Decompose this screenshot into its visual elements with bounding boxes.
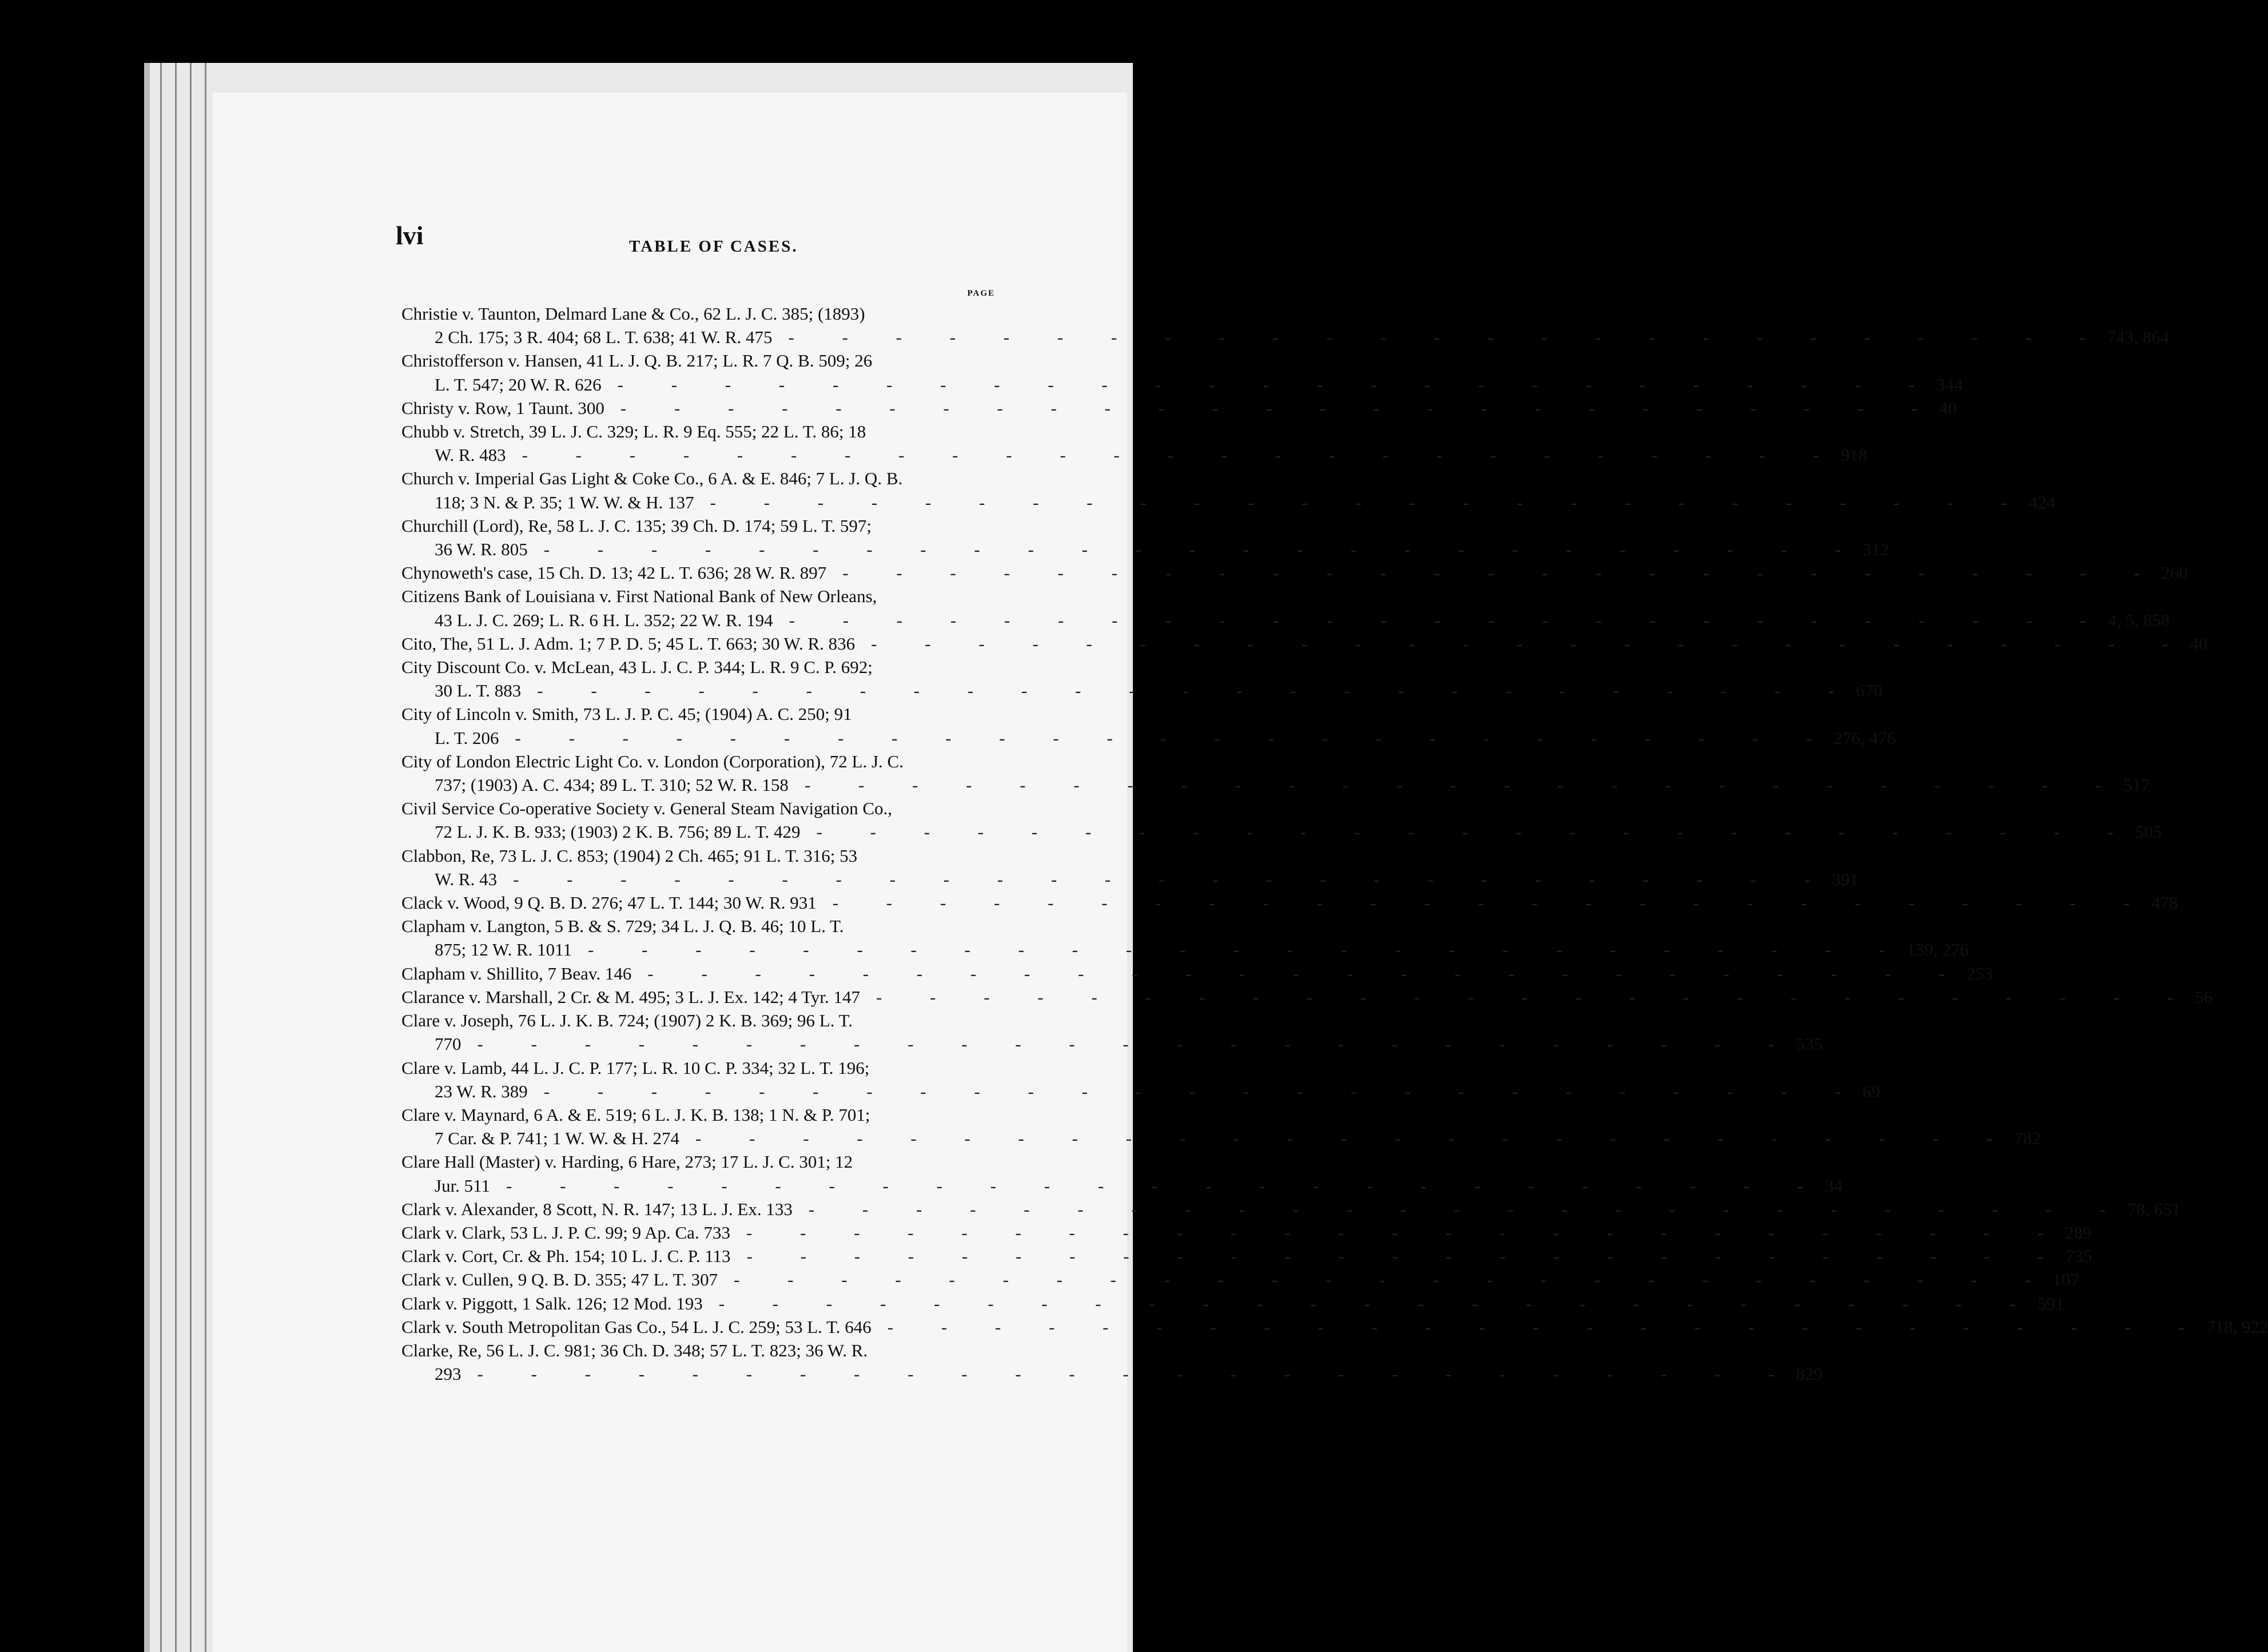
case-entry — [401, 396, 1957, 420]
citation-text: Clare Hall (Master) v. Harding, 6 Hare, 273; 17 L. J. C. 301; 12 — [401, 1152, 853, 1172]
case-entry — [401, 1009, 1823, 1056]
citation-text: W. R. 43 — [435, 869, 498, 889]
citation-text: Civil Service Co-operative Society v. General Steam Navigation Co., — [401, 798, 893, 819]
dot-leader: - - - - - - - - - - - - - - - - - - - - - - - - - — [522, 445, 1841, 465]
case-citation-continuation — [401, 1362, 1823, 1386]
case-entry — [401, 302, 2170, 349]
dot-leader: - - - - - - - - - - - - - - - - - - - - - - - - - — [620, 397, 1940, 418]
case-citation-line — [401, 1221, 2092, 1244]
page-reference: 40 — [1939, 397, 1957, 418]
case-entry — [401, 655, 1883, 702]
page-column-label: PAGE — [967, 289, 995, 298]
dot-leader: - - - - - - - - - - - - - - - - - - - - - - - - - — [804, 775, 2123, 795]
citation-text: 23 W. R. 389 — [435, 1081, 528, 1101]
page-reference: 735 — [2065, 1246, 2092, 1267]
citation-text: Clark v. Cort, Cr. & Ph. 154; 10 L. J. C. P. 113 — [401, 1246, 731, 1267]
citation-text: Clare v. Maynard, 6 A. & E. 519; 6 L. J. K. B. 138; 1 N. & P. 701; — [401, 1104, 870, 1125]
dot-leader: - - - - - - - - - - - - - - - - - - - - - - - - - — [887, 1316, 2206, 1337]
citation-text: 2 Ch. 175; 3 R. 404; 68 L. T. 638; 41 W. R. 475 — [435, 327, 773, 348]
case-citation-continuation — [401, 608, 2170, 632]
page-reference: 69 — [1862, 1081, 1880, 1101]
citation-text: Clark v. Piggott, 1 Salk. 126; 12 Mod. 193 — [401, 1293, 703, 1313]
case-citation-continuation — [401, 325, 2170, 349]
citation-text: W. R. 483 — [435, 445, 506, 465]
page-reference: 56 — [2195, 986, 2213, 1007]
citation-text: L. T. 547; 20 W. R. 626 — [435, 374, 602, 395]
case-citation-line — [401, 962, 1993, 985]
case-citation-line — [401, 1292, 2064, 1315]
case-citation-continuation — [401, 1174, 1843, 1197]
citation-text: Jur. 511 — [435, 1175, 491, 1196]
dot-leader: - - - - - - - - - - - - - - - - - - - - - - - - - — [515, 727, 1834, 748]
citation-text: Clark v. Cullen, 9 Q. B. D. 355; 47 L. T. 307 — [401, 1269, 718, 1290]
dot-leader: - - - - - - - - - - - - - - - - - - - - - - - - - — [871, 633, 2190, 654]
citation-text: L. T. 206 — [435, 727, 499, 748]
case-citation-continuation — [401, 679, 1883, 702]
citation-text: Clare v. Lamb, 44 L. J. C. P. 177; L. R. 10 C. P. 334; 32 L. T. 196; — [401, 1057, 870, 1078]
citation-text: 118; 3 N. & P. 35; 1 W. W. & H. 137 — [435, 492, 694, 512]
case-citation-line — [401, 1268, 2079, 1291]
dot-leader: - - - - - - - - - - - - - - - - - - - - - - - - - — [477, 1034, 1796, 1054]
page-reference: 139, 276 — [1907, 940, 1969, 960]
case-entry — [401, 1056, 1880, 1103]
page-edge-line — [205, 63, 206, 1652]
case-citation-continuation — [401, 1080, 1880, 1103]
dot-leader: - - - - - - - - - - - - - - - - - - - - - - - - - — [816, 822, 2135, 842]
case-citation-line — [401, 750, 1030, 773]
dot-leader: - - - - - - - - - - - - - - - - - - - - - - - - - — [832, 893, 2151, 913]
case-citation-line — [401, 1103, 1030, 1126]
case-entry — [401, 985, 2213, 1009]
dot-leader: - - - - - - - - - - - - - - - - - - - - - - - - - — [537, 680, 1856, 701]
case-table — [401, 302, 2268, 1386]
citation-text: Clare v. Joseph, 76 L. J. K. B. 724; (1907) 2 K. B. 369; 96 L. T. — [401, 1010, 853, 1031]
page-reference: 591 — [2037, 1293, 2064, 1313]
citation-text: Clarke, Re, 56 L. J. C. 981; 36 Ch. D. 348; 57 L. T. 823; 36 W. R. — [401, 1340, 868, 1360]
page-reference: 535 — [1796, 1034, 1823, 1054]
case-entry — [401, 844, 1859, 891]
dot-leader: - - - - - - - - - - - - - - - - - - - - - - - - - — [506, 1175, 1825, 1196]
page-reference: 918 — [1840, 445, 1868, 465]
case-entry — [401, 1315, 2268, 1339]
page-reference: 829 — [1796, 1364, 1823, 1384]
case-citation-line — [401, 349, 1030, 372]
case-citation-line — [401, 797, 1030, 820]
case-citation-continuation — [401, 1126, 2041, 1150]
dot-leader: - - - - - - - - - - - - - - - - - - - - - - - - - — [588, 940, 1907, 960]
page-reference: 517 — [2123, 775, 2150, 795]
case-citation-continuation — [401, 938, 1969, 961]
case-entry — [401, 420, 1868, 467]
dot-leader: - - - - - - - - - - - - - - - - - - - - - - - - - — [695, 1128, 2015, 1149]
case-citation-continuation — [401, 773, 2150, 797]
case-entry — [401, 1292, 2064, 1315]
case-citation-line — [401, 1315, 2268, 1339]
case-entry — [401, 1221, 2092, 1244]
citation-text: 72 L. J. K. B. 933; (1903) 2 K. B. 756; 89 L. T. 429 — [435, 822, 801, 842]
citation-text: Clarance v. Marshall, 2 Cr. & M. 495; 3 L. J. Ex. 142; 4 Tyr. 147 — [401, 986, 861, 1007]
case-citation-line — [401, 985, 2213, 1009]
case-entry — [401, 1150, 1843, 1197]
page-reference: 40 — [2190, 633, 2208, 654]
dot-leader: - - - - - - - - - - - - - - - - - - - - - - - - - — [543, 539, 1863, 560]
citation-text: Clack v. Wood, 9 Q. B. D. 276; 47 L. T. 144; 30 W. R. 931 — [401, 893, 817, 913]
case-citation-line — [401, 467, 1030, 490]
citation-text: Clabbon, Re, 73 L. J. C. 853; (1904) 2 Ch. 465; 91 L. T. 316; 53 — [401, 845, 858, 866]
case-entry — [401, 584, 2170, 631]
case-citation-line — [401, 514, 1030, 538]
case-entry — [401, 891, 2178, 914]
case-citation-continuation — [401, 373, 1963, 396]
citation-text: Clark v. South Metropolitan Gas Co., 54 L. J. C. 259; 53 L. T. 646 — [401, 1316, 872, 1337]
case-citation-line — [401, 891, 2178, 914]
case-entry — [401, 797, 2162, 843]
citation-text: Chynoweth's case, 15 Ch. D. 13; 42 L. T. 636; 28 W. R. 897 — [401, 563, 827, 583]
case-citation-line — [401, 1339, 1030, 1362]
case-citation-line — [401, 561, 2188, 584]
case-citation-line — [401, 1056, 1030, 1080]
citation-text: 43 L. J. C. 269; L. R. 6 H. L. 352; 22 W. R. 194 — [435, 610, 773, 630]
page-reference: 4, 5, 858 — [2107, 610, 2170, 630]
citation-text: 737; (1903) A. C. 434; 89 L. T. 310; 52 W. R. 158 — [435, 775, 789, 795]
case-citation-line — [401, 1244, 2092, 1268]
case-citation-line — [401, 396, 1957, 420]
case-entry — [401, 1244, 2092, 1268]
dot-leader: - - - - - - - - - - - - - - - - - - - - - - - - - — [842, 563, 2162, 583]
case-citation-line — [401, 914, 1030, 938]
page-reference: 289 — [2065, 1222, 2092, 1243]
dot-leader: - - - - - - - - - - - - - - - - - - - - - - - - - — [876, 986, 2195, 1007]
citation-text: Clark v. Alexander, 8 Scott, N. R. 147; 13 L. J. Ex. 133 — [401, 1199, 793, 1219]
page-reference: 78, 651 — [2127, 1199, 2181, 1219]
citation-text: 293 — [435, 1364, 461, 1384]
page-reference: 505 — [2135, 822, 2162, 842]
running-head: TABLE OF CASES. — [629, 237, 798, 256]
case-entry — [401, 914, 1969, 961]
dot-leader: - - - - - - - - - - - - - - - - - - - - - - - - - — [543, 1081, 1863, 1101]
page-number: lvi — [396, 221, 424, 250]
case-citation-line — [401, 302, 1030, 325]
citation-text: Clark v. Clark, 53 L. J. P. C. 99; 9 Ap. Ca. 733 — [401, 1222, 730, 1243]
page-reference: 260 — [2161, 563, 2188, 583]
case-citation-line — [401, 584, 1030, 608]
dot-leader: - - - - - - - - - - - - - - - - - - - - - - - - - — [788, 327, 2107, 348]
case-entry — [401, 962, 1993, 985]
page-reference: 391 — [1832, 869, 1859, 889]
page-reference: 312 — [1862, 539, 1889, 560]
case-entry — [401, 1339, 1823, 1386]
case-citation-line — [401, 1197, 2181, 1221]
citation-text: Christie v. Taunton, Delmard Lane & Co., 62 L. J. C. 385; (1893) — [401, 304, 865, 324]
dot-leader: - - - - - - - - - - - - - - - - - - - - - - - - - — [710, 492, 2029, 512]
page-reference: 670 — [1856, 680, 1883, 701]
case-citation-line — [401, 420, 1030, 443]
case-entry — [401, 1103, 2041, 1150]
dot-leader: - - - - - - - - - - - - - - - - - - - - - - - - - — [513, 869, 1832, 889]
case-citation-continuation — [401, 491, 2056, 514]
dot-leader: - - - - - - - - - - - - - - - - - - - - - - - - - — [746, 1222, 2066, 1243]
case-citation-continuation — [401, 820, 2162, 843]
page-reference: 34 — [1825, 1175, 1843, 1196]
citation-text: City of London Electric Light Co. v. London (Corporation), 72 L. J. C. — [401, 751, 904, 771]
page-reference: 743, 864 — [2107, 327, 2170, 348]
dot-leader: - - - - - - - - - - - - - - - - - - - - - - - - - — [647, 963, 1967, 984]
case-entry — [401, 750, 2150, 797]
case-entry — [401, 632, 2208, 655]
case-entry — [401, 561, 2188, 584]
case-entry — [401, 1197, 2181, 1221]
page-reference: 424 — [2028, 492, 2056, 512]
page-reference: 718, 922 — [2206, 1316, 2268, 1337]
citation-text: Christofferson v. Hansen, 41 L. J. Q. B. 217; L. R. 7 Q. B. 509; 26 — [401, 351, 873, 371]
citation-text: 30 L. T. 883 — [435, 680, 522, 701]
case-entry — [401, 514, 1889, 561]
citation-text: 7 Car. & P. 741; 1 W. W. & H. 274 — [435, 1128, 680, 1149]
case-citation-continuation — [401, 726, 1896, 750]
page-reference: 478 — [2151, 893, 2178, 913]
citation-text: Cito, The, 51 L. J. Adm. 1; 7 P. D. 5; 45 L. T. 663; 30 W. R. 836 — [401, 633, 856, 654]
page-edge-line — [175, 63, 177, 1652]
page-edge-line — [190, 63, 192, 1652]
dot-leader: - - - - - - - - - - - - - - - - - - - - - - - - - — [617, 374, 1936, 395]
page-reference: 782 — [2014, 1128, 2041, 1149]
dot-leader: - - - - - - - - - - - - - - - - - - - - - - - - - — [808, 1199, 2127, 1219]
dot-leader: - - - - - - - - - - - - - - - - - - - - - - - - - — [746, 1246, 2066, 1267]
dot-leader: - - - - - - - - - - - - - - - - - - - - - - - - - — [718, 1293, 2038, 1313]
citation-text: 770 — [435, 1034, 461, 1054]
page-reference: 107 — [2052, 1269, 2079, 1290]
case-citation-continuation — [401, 867, 1859, 891]
citation-text: City Discount Co. v. McLean, 43 L. J. C. P. 344; L. R. 9 C. P. 692; — [401, 657, 873, 678]
case-citation-continuation — [401, 1032, 1823, 1056]
dot-leader: - - - - - - - - - - - - - - - - - - - - - - - - - — [789, 610, 2108, 630]
case-entry — [401, 702, 1896, 749]
case-entry — [401, 1268, 2079, 1291]
case-citation-line — [401, 1150, 1030, 1173]
page-reference: 253 — [1966, 963, 1993, 984]
case-entry — [401, 349, 1963, 396]
citation-text: Clapham v. Shillito, 7 Beav. 146 — [401, 963, 632, 984]
citation-text: Citizens Bank of Louisiana v. First National Bank of New Orleans, — [401, 586, 877, 607]
page-reference: 276, 476 — [1833, 727, 1896, 748]
case-citation-line — [401, 655, 1030, 679]
citation-text: 875; 12 W. R. 1011 — [435, 940, 572, 960]
citation-text: City of Lincoln v. Smith, 73 L. J. P. C. 45; (1904) A. C. 250; 91 — [401, 704, 852, 725]
dot-leader: - - - - - - - - - - - - - - - - - - - - - - - - - — [477, 1364, 1796, 1384]
case-citation-continuation — [401, 443, 1868, 467]
citation-text: Clapham v. Langton, 5 B. & S. 729; 34 L. J. Q. B. 46; 10 L. T. — [401, 916, 844, 937]
page-reference: 344 — [1936, 374, 1963, 395]
case-entry — [401, 467, 2056, 513]
citation-text: Christy v. Row, 1 Taunt. 300 — [401, 397, 604, 418]
citation-text: Church v. Imperial Gas Light & Coke Co., 6 A. & E. 846; 7 L. J. Q. B. — [401, 468, 903, 489]
case-citation-line — [401, 844, 1030, 867]
case-citation-continuation — [401, 538, 1889, 561]
case-citation-line — [401, 702, 1030, 726]
citation-text: 36 W. R. 805 — [435, 539, 528, 560]
page-edge-line — [160, 63, 162, 1652]
case-citation-line — [401, 1009, 1030, 1032]
case-citation-line — [401, 632, 2208, 655]
dot-leader: - - - - - - - - - - - - - - - - - - - - - - - - - — [734, 1269, 2053, 1290]
citation-text: Churchill (Lord), Re, 58 L. J. C. 135; 39 Ch. D. 174; 59 L. T. 597; — [401, 515, 872, 536]
citation-text: Chubb v. Stretch, 39 L. J. C. 329; L. R. 9 Eq. 555; 22 L. T. 86; 18 — [401, 421, 866, 442]
